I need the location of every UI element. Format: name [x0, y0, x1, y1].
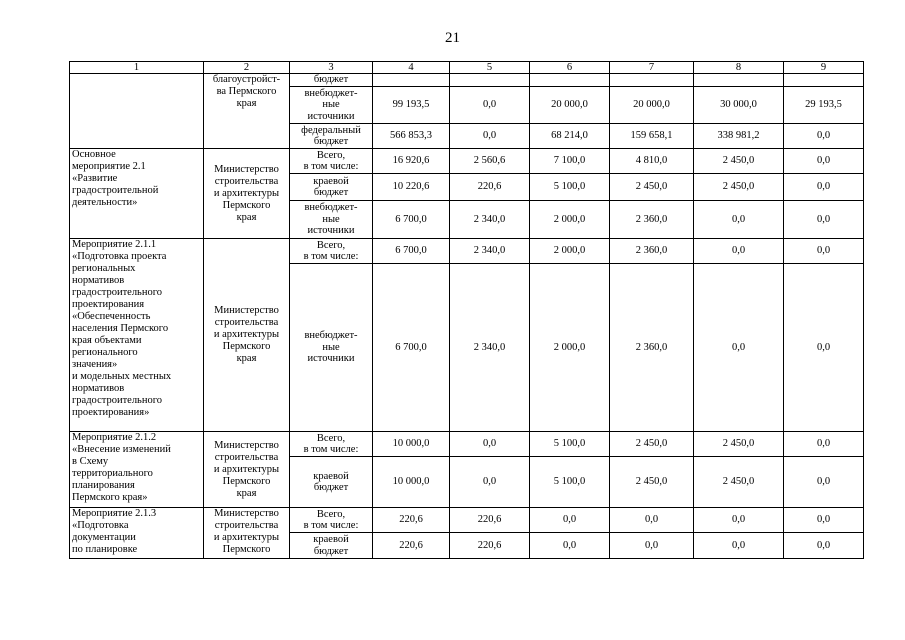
value-cell: 2 000,0 — [530, 239, 610, 264]
value-cell: 0,0 — [784, 149, 864, 174]
value-cell: 68 214,0 — [530, 124, 610, 149]
value-cell: 0,0 — [694, 201, 784, 239]
value-cell: 20 000,0 — [530, 87, 610, 124]
source-cell: краевой бюджет — [290, 174, 373, 201]
value-cell: 0,0 — [450, 87, 530, 124]
header-cell: 4 — [373, 62, 450, 74]
executor-cell: Министерство строительства и архитектуры Пермского — [204, 508, 290, 559]
source-cell: федеральный бюджет — [290, 124, 373, 149]
value-cell: 2 560,6 — [450, 149, 530, 174]
value-cell: 2 450,0 — [610, 432, 694, 457]
value-cell: 5 100,0 — [530, 457, 610, 508]
value-cell: 220,6 — [373, 533, 450, 559]
value-cell: 2 450,0 — [610, 174, 694, 201]
value-cell: 10 000,0 — [373, 457, 450, 508]
value-cell: 5 100,0 — [530, 432, 610, 457]
value-cell: 0,0 — [784, 508, 864, 533]
value-cell — [610, 74, 694, 87]
activity-name-cell — [70, 74, 204, 149]
source-cell: Всего, в том числе: — [290, 239, 373, 264]
value-cell: 7 100,0 — [530, 149, 610, 174]
value-cell: 220,6 — [373, 508, 450, 533]
value-cell: 0,0 — [450, 432, 530, 457]
value-cell: 0,0 — [694, 508, 784, 533]
header-row — [70, 62, 864, 74]
header-cell: 8 — [694, 62, 784, 74]
value-cell: 2 000,0 — [530, 264, 610, 432]
value-cell: 0,0 — [784, 239, 864, 264]
value-cell: 6 700,0 — [373, 264, 450, 432]
value-cell: 0,0 — [694, 264, 784, 432]
value-cell: 566 853,3 — [373, 124, 450, 149]
value-cell: 29 193,5 — [784, 87, 864, 124]
value-cell: 16 920,6 — [373, 149, 450, 174]
value-cell: 5 100,0 — [530, 174, 610, 201]
header-cell: 1 — [70, 62, 204, 74]
source-cell: внебюджет- ные источники — [290, 201, 373, 239]
value-cell: 0,0 — [530, 508, 610, 533]
value-cell — [694, 74, 784, 87]
source-cell: Всего, в том числе: — [290, 432, 373, 457]
source-cell: краевой бюджет — [290, 457, 373, 508]
activity-name-cell: Мероприятие 2.1.1 «Подготовка проекта региональных нормативов градостроительного проектирования «Обеспеченность населения Пермского края объектами регионального значения» и модельных местных нормативов градостроительного проектирования» — [70, 239, 204, 432]
table-row — [70, 239, 864, 264]
value-cell: 2 340,0 — [450, 201, 530, 239]
value-cell: 2 340,0 — [450, 264, 530, 432]
value-cell: 10 220,6 — [373, 174, 450, 201]
value-cell: 0,0 — [610, 508, 694, 533]
executor-cell: благоустройст- ва Пермского края — [204, 74, 290, 149]
value-cell: 159 658,1 — [610, 124, 694, 149]
page-number: 21 — [445, 30, 460, 46]
value-cell — [450, 74, 530, 87]
value-cell: 0,0 — [784, 264, 864, 432]
value-cell: 0,0 — [694, 239, 784, 264]
source-cell: внебюджет- ные источники — [290, 264, 373, 432]
source-cell: Всего, в том числе: — [290, 508, 373, 533]
value-cell: 30 000,0 — [694, 87, 784, 124]
table-row — [70, 508, 864, 533]
value-cell: 0,0 — [784, 201, 864, 239]
value-cell — [530, 74, 610, 87]
table-row — [70, 432, 864, 457]
header-cell: 5 — [450, 62, 530, 74]
table-row — [70, 74, 864, 87]
value-cell: 2 450,0 — [694, 174, 784, 201]
executor-cell: Министерство строительства и архитектуры Пермского края — [204, 149, 290, 239]
header-cell: 6 — [530, 62, 610, 74]
value-cell: 2 450,0 — [694, 432, 784, 457]
executor-cell: Министерство строительства и архитектуры Пермского края — [204, 239, 290, 432]
value-cell: 0,0 — [610, 533, 694, 559]
value-cell: 220,6 — [450, 508, 530, 533]
value-cell: 0,0 — [784, 432, 864, 457]
executor-cell: Министерство строительства и архитектуры Пермского края — [204, 432, 290, 508]
source-cell: бюджет — [290, 74, 373, 87]
value-cell: 220,6 — [450, 174, 530, 201]
source-cell: Всего, в том числе: — [290, 149, 373, 174]
source-cell: внебюджет- ные источники — [290, 87, 373, 124]
value-cell: 10 000,0 — [373, 432, 450, 457]
source-cell: краевой бюджет — [290, 533, 373, 559]
value-cell: 20 000,0 — [610, 87, 694, 124]
value-cell: 2 360,0 — [610, 264, 694, 432]
value-cell: 220,6 — [450, 533, 530, 559]
activity-name-cell: Мероприятие 2.1.2 «Внесение изменений в Схему территориального планирования Пермского края» — [70, 432, 204, 508]
header-cell: 9 — [784, 62, 864, 74]
value-cell: 0,0 — [694, 533, 784, 559]
value-cell — [373, 74, 450, 87]
value-cell: 0,0 — [784, 174, 864, 201]
value-cell: 6 700,0 — [373, 201, 450, 239]
header-cell: 3 — [290, 62, 373, 74]
table-row — [70, 149, 864, 174]
value-cell: 2 360,0 — [610, 201, 694, 239]
value-cell: 2 450,0 — [694, 457, 784, 508]
value-cell: 2 450,0 — [694, 149, 784, 174]
value-cell: 0,0 — [784, 124, 864, 149]
value-cell: 2 450,0 — [610, 457, 694, 508]
value-cell: 4 810,0 — [610, 149, 694, 174]
value-cell: 2 340,0 — [450, 239, 530, 264]
value-cell: 0,0 — [450, 124, 530, 149]
header-cell: 2 — [204, 62, 290, 74]
value-cell: 99 193,5 — [373, 87, 450, 124]
value-cell: 0,0 — [784, 533, 864, 559]
activity-name-cell: Основное мероприятие 2.1 «Развитие градостроительной деятельности» — [70, 149, 204, 239]
value-cell: 6 700,0 — [373, 239, 450, 264]
value-cell: 2 000,0 — [530, 201, 610, 239]
value-cell: 338 981,2 — [694, 124, 784, 149]
value-cell: 0,0 — [784, 457, 864, 508]
value-cell: 0,0 — [530, 533, 610, 559]
activity-name-cell: Мероприятие 2.1.3 «Подготовка документации по планировке — [70, 508, 204, 559]
header-cell: 7 — [610, 62, 694, 74]
budget-table — [69, 61, 864, 559]
value-cell: 2 360,0 — [610, 239, 694, 264]
value-cell — [784, 74, 864, 87]
value-cell: 0,0 — [450, 457, 530, 508]
